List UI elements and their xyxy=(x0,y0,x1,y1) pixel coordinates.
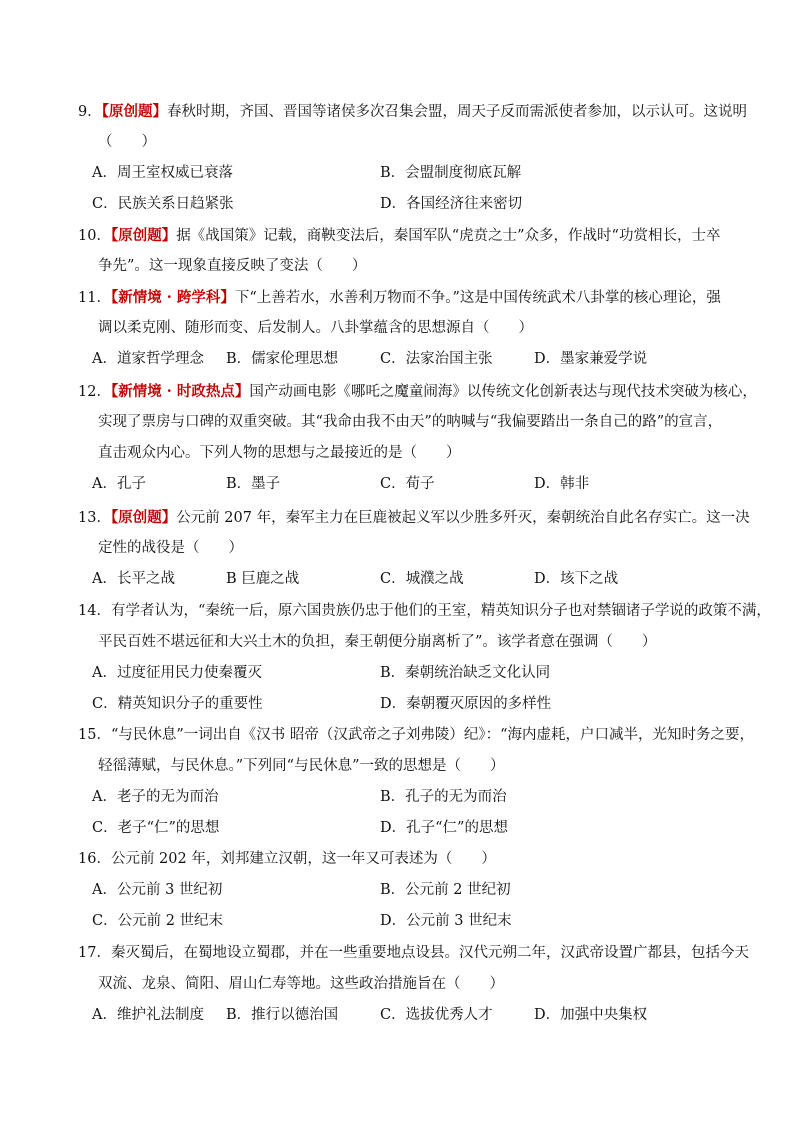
question-13 xyxy=(78,502,750,595)
question-text: （ ） xyxy=(98,134,156,150)
option-c[interactable]: C．民族关系日趋紧张 xyxy=(92,196,234,212)
question-12 xyxy=(78,376,757,500)
question-text: “与民休息”一词出自《汉书 昭帝（汉武帝之子刘弗陵）纪》：“海内虚耗，户口减半，光知时务之要， xyxy=(110,727,755,743)
option-a[interactable]: A．老子的无为而治 xyxy=(92,789,219,805)
options-row xyxy=(78,189,728,220)
option-b[interactable]: B．墨子 xyxy=(226,476,281,492)
question-text: 双流、龙泉、简阳、眉山仁寿等地。这些政治措施旨在（ ） xyxy=(98,976,504,992)
question-tag: 【原创题】 xyxy=(110,227,177,244)
question-11 xyxy=(78,282,728,375)
question-number: 12． xyxy=(78,384,111,400)
question-text: 定性的战役是（ ） xyxy=(98,540,243,556)
option-d[interactable]: D．秦朝覆灭原因的多样性 xyxy=(380,696,552,712)
question-text: 实现了票房与口碑的双重突破。其“我命由我不由天”的呐喊与“我偏要踏出一条自己的路”的宣言， xyxy=(98,414,723,430)
question-text: 下“上善若水，水善利万物而不争。”这是中国传统武术八卦掌的核心理论，强 xyxy=(234,290,721,306)
option-c[interactable]: C．精英知识分子的重要性 xyxy=(92,696,263,712)
question-text: 争先”。这一现象直接反映了变法（ ） xyxy=(98,258,367,274)
option-a[interactable]: A．孔子 xyxy=(92,476,146,492)
options-row xyxy=(78,875,728,906)
options-row xyxy=(78,689,728,720)
question-text: 有学者认为，“秦统一后，原六国贵族仍忠于他们的王室，精英知识分子也对禁锢诸子学说的政策不满， xyxy=(110,603,771,619)
option-b[interactable]: B．会盟制度彻底瓦解 xyxy=(380,165,522,181)
question-text: 平民百姓不堪远征和大兴土木的负担，秦王朝便分崩离析了”。该学者意在强调（ ） xyxy=(98,634,657,650)
question-number: 10． xyxy=(78,228,111,244)
option-d[interactable]: D．公元前 3 世纪末 xyxy=(380,913,512,929)
question-number: 15． xyxy=(78,727,111,743)
option-b[interactable]: B．儒家伦理思想 xyxy=(226,351,339,367)
question-10 xyxy=(78,220,728,282)
question-number: 16． xyxy=(78,851,111,867)
option-a[interactable]: A．公元前 3 世纪初 xyxy=(92,882,223,898)
option-c[interactable]: C．法家治国主张 xyxy=(380,351,493,367)
question-text: 轻徭薄赋，与民休息。”下列同“与民休息”一致的思想是（ ） xyxy=(98,758,505,774)
question-text: 春秋时期，齐国、晋国等诸侯多次召集会盟，周天子反而需派使者参加，以示认可。这说明 xyxy=(166,104,747,120)
question-15 xyxy=(78,720,755,844)
option-b[interactable]: B．孔子的无为而治 xyxy=(380,789,507,805)
option-c[interactable]: C．荀子 xyxy=(380,476,435,492)
options-row xyxy=(78,658,728,689)
question-tag: 【新情境 · 跨学科】 xyxy=(110,289,235,306)
question-number: 9． xyxy=(78,104,102,120)
option-d[interactable]: D．韩非 xyxy=(534,476,590,492)
option-a[interactable]: A．维护礼法制度 xyxy=(92,1007,204,1023)
option-a[interactable]: A．周王室权威已衰落 xyxy=(92,165,233,181)
option-d[interactable]: D．垓下之战 xyxy=(534,571,619,587)
option-d[interactable]: D．墨家兼爱学说 xyxy=(534,351,648,367)
options-row xyxy=(78,564,728,595)
option-b[interactable]: B．推行以德治国 xyxy=(226,1007,339,1023)
options-row xyxy=(78,158,728,189)
question-text: 公元前 207 年，秦军主力在巨鹿被起义军以少胜多歼灭，秦朝统治自此名存实亡。这一决 xyxy=(176,510,750,526)
option-d[interactable]: D．孔子“仁”的思想 xyxy=(380,820,508,836)
question-text: 秦灭蜀后，在蜀地设立蜀郡，并在一些重要地点设县。汉代元朔二年，汉武帝设置广都县，包括今天 xyxy=(110,945,749,961)
question-text: 据《战国策》记载，商鞅变法后，秦国军队“虎贲之士”众多，作战时“功赏相长，士卒 xyxy=(176,228,721,244)
option-a[interactable]: A．过度征用民力使秦覆灭 xyxy=(92,665,262,681)
option-c[interactable]: C．老子“仁”的思想 xyxy=(92,820,220,836)
option-c[interactable]: C．选拔优秀人才 xyxy=(380,1007,493,1023)
option-c[interactable]: C．城濮之战 xyxy=(380,571,464,587)
options-row xyxy=(78,1000,728,1031)
question-text: 直击观众内心。下列人物的思想与之最接近的是（ ） xyxy=(98,445,461,461)
question-number: 13． xyxy=(78,510,111,526)
options-row xyxy=(78,906,728,937)
option-b[interactable]: B．公元前 2 世纪初 xyxy=(380,882,511,898)
option-b[interactable]: B 巨鹿之战 xyxy=(226,571,300,587)
question-tag: 【新情境 · 时政热点】 xyxy=(110,383,250,400)
option-a[interactable]: A．长平之战 xyxy=(92,571,175,587)
question-9 xyxy=(78,96,747,220)
options-row xyxy=(78,344,728,375)
options-row xyxy=(78,813,728,844)
option-c[interactable]: C．公元前 2 世纪末 xyxy=(92,913,224,929)
option-d[interactable]: D．各国经济往来密切 xyxy=(380,196,523,212)
question-17 xyxy=(78,938,749,1031)
question-16 xyxy=(78,844,728,937)
question-14 xyxy=(78,596,771,720)
question-tag: 【原创题】 xyxy=(110,509,177,526)
option-a[interactable]: A．道家哲学理念 xyxy=(92,351,204,367)
question-text: 调以柔克刚、随形而变、后发制人。八卦掌蕴含的思想源自（ ） xyxy=(98,320,533,336)
option-d[interactable]: D．加强中央集权 xyxy=(534,1007,648,1023)
question-number: 11． xyxy=(78,290,111,306)
question-number: 14． xyxy=(78,603,111,619)
question-text: 国产动画电影《哪吒之魔童闹海》以传统文化创新表达与现代技术突破为核心， xyxy=(249,384,757,400)
options-row xyxy=(78,782,728,813)
options-row xyxy=(78,469,728,500)
question-number: 17． xyxy=(78,945,111,961)
option-b[interactable]: B．秦朝统治缺乏文化认同 xyxy=(380,665,551,681)
question-tag: 【原创题】 xyxy=(101,103,167,120)
question-text: 公元前 202 年，刘邦建立汉朝，这一年又可表述为（ ） xyxy=(110,851,496,867)
